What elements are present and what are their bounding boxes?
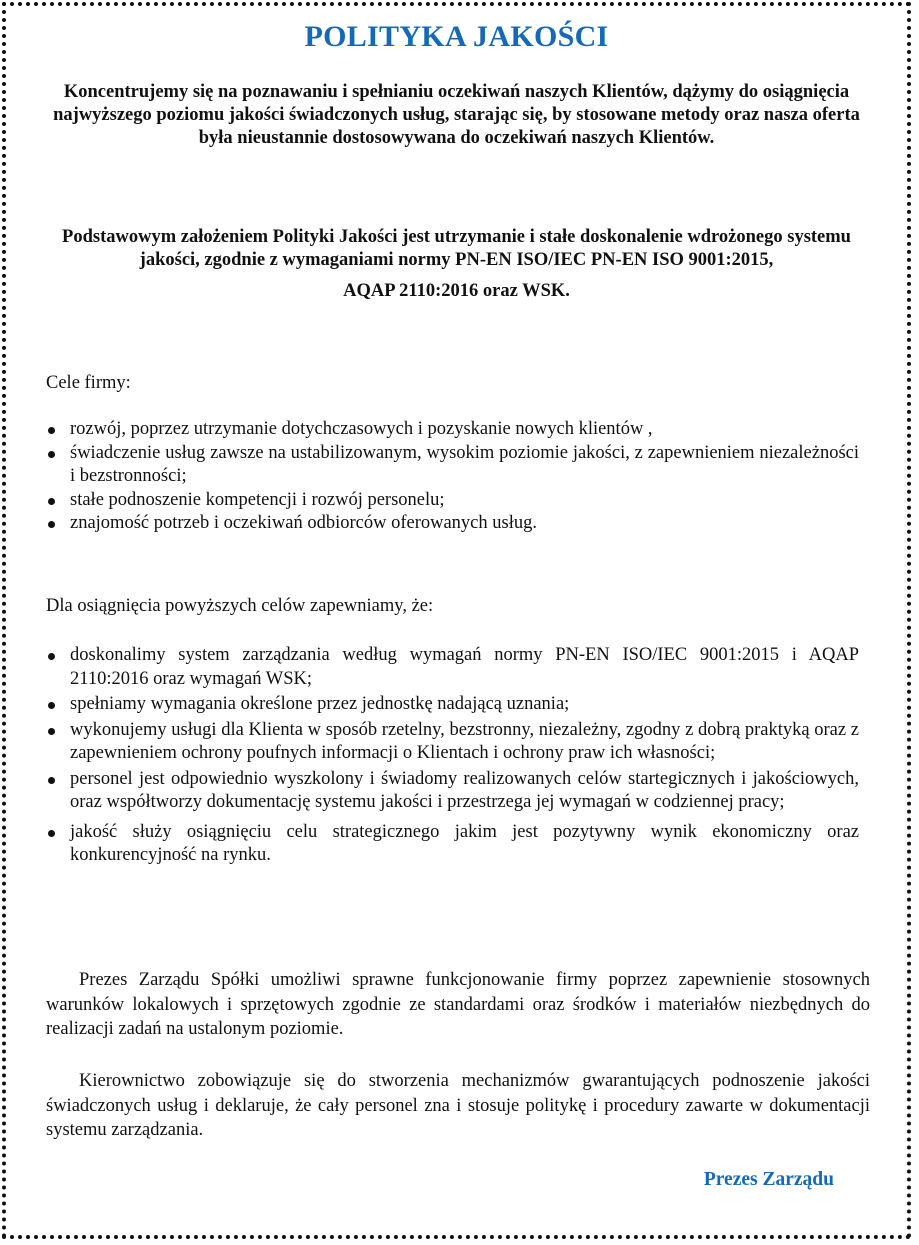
list-item: znajomość potrzeb i oczekiwań odbiorców oferowanych usług. bbox=[46, 512, 859, 536]
document-title: POLITYKA JAKOŚCI bbox=[304, 20, 609, 53]
basis-paragraph bbox=[46, 226, 867, 303]
goals-label: Cele firmy: bbox=[46, 373, 131, 393]
commitment-paragraph: Kierownictwo zobowiązuje się do stworzenia mechanizmów gwarantujących podnoszenie jakości świadczonych usług i deklaruje, że cały personel zna i stosuje politykę i procedury zawarte w dokumentacji systemu zarządzania. bbox=[46, 1071, 870, 1140]
signature: Prezes Zarządu bbox=[703, 1169, 834, 1190]
intro-paragraph: Koncentrujemy się na poznawaniu i spełnianiu oczekiwań naszych Klientów, dążymy do osiągnięcia najwyższego poziomu jakości świadczonych usług, starając się, by stosowane metody oraz nasza oferta była nieustannie dostosowywana do oczekiwań naszych Klientów. bbox=[53, 82, 860, 148]
goals-list bbox=[46, 418, 859, 536]
list-item: rozwój, poprzez utrzymanie dotychczasowych i pozyskanie nowych klientów , bbox=[46, 418, 859, 442]
list-item: personel jest odpowiednio wyszkolony i świadomy realizowanych celów startegicznych i jakościowych, oraz współtworzy dokumentację systemu jakości i przestrzega jej wymagań w codziennej pracy; bbox=[46, 768, 859, 815]
list-item: jakość służy osiągnięciu celu strategicznego jakim jest pozytywny wynik ekonomiczny oraz konkurencyjność na rynku. bbox=[46, 821, 859, 868]
list-item: doskonalimy system zarządzania według wymagań normy PN-EN ISO/IEC 9001:2015 i AQAP 2110:2016 oraz wymagań WSK; bbox=[46, 644, 859, 691]
document-page bbox=[2, 2, 911, 1239]
management-paragraph: Prezes Zarządu Spółki umożliwi sprawne funkcjonowanie firmy poprzez zapewnienie stosownych warunków lokalowych i sprzętowych zgodnie ze standardami oraz środków i materiałów niezbędnych do realizacji zadań na ustalonym poziomie. bbox=[46, 970, 870, 1039]
basis-line-2: AQAP 2110:2016 oraz WSK. bbox=[343, 281, 570, 301]
list-item: spełniamy wymagania określone przez jednostkę nadającą uznania; bbox=[46, 693, 859, 717]
list-item: wykonujemy usługi dla Klienta w sposób rzetelny, bezstronny, niezależny, zgodny z dobrą praktyką oraz z zapewnieniem ochrony poufnych informacji o Klientach i ochrony praw ich własności; bbox=[46, 719, 859, 766]
assurances-label: Dla osiągnięcia powyższych celów zapewniamy, że: bbox=[46, 596, 434, 616]
list-item: świadczenie usług zawsze na ustabilizowanym, wysokim poziomie jakości, z zapewnieniem niezależności i bezstronności; bbox=[46, 442, 859, 489]
list-item: stałe podnoszenie kompetencji i rozwój personelu; bbox=[46, 489, 859, 513]
basis-line-1: Podstawowym założeniem Polityki Jakości jest utrzymanie i stałe doskonalenie wdrożonego systemu jakości, zgodnie z wymaganiami normy PN-EN ISO/IEC PN-EN ISO 9001:2015, bbox=[62, 227, 851, 270]
assurances-list bbox=[46, 644, 859, 870]
